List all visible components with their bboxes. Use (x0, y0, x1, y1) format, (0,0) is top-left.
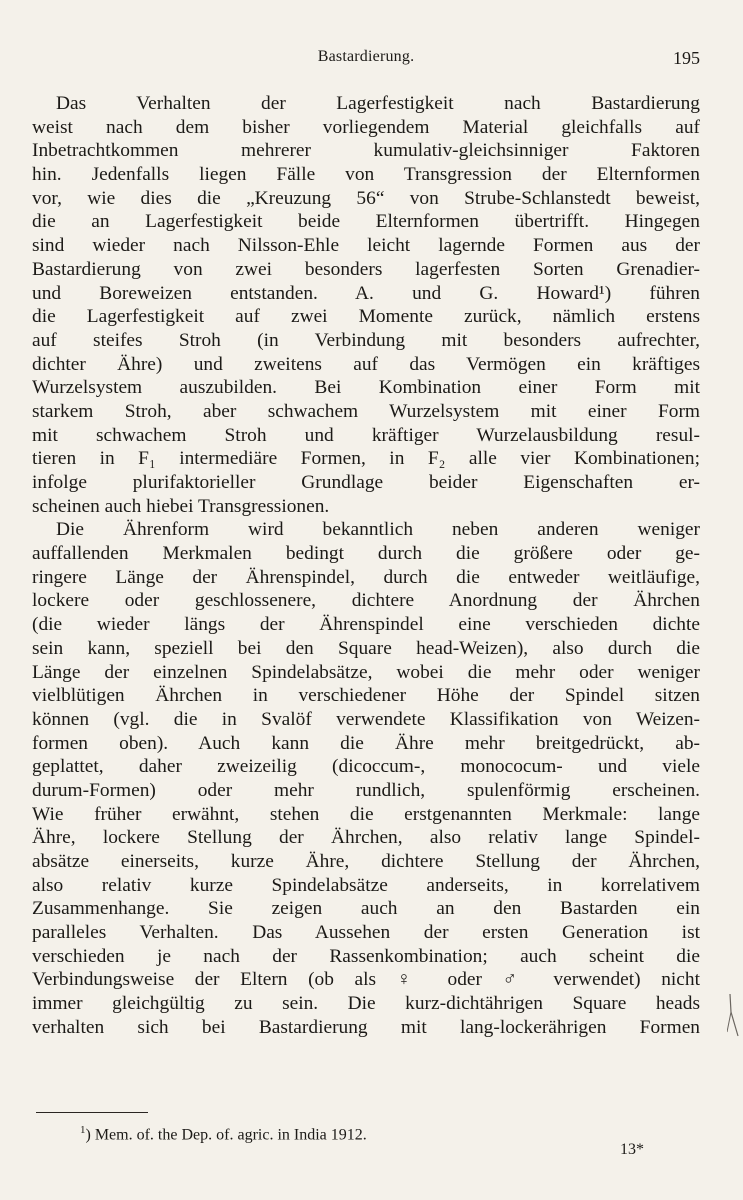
text-line: mit schwachem Stroh und kräftiger Wurzelausbildung resul- (32, 424, 700, 446)
text-line: vielblütigen Ährchen in verschiedener Höhe der Spindel sitzen (32, 685, 700, 707)
text-line: (die wieder längs der Ährenspindel eine verschieden dichte (32, 614, 700, 636)
text-line: hin. Jedenfalls liegen Fälle von Transgression der Elternformen (32, 164, 700, 186)
text-line: die an Lagerfestigkeit beide Elternformen übertrifft. Hingegen (32, 211, 700, 233)
text-line: Zusammenhange. Sie zeigen auch an den Bastarden ein (32, 898, 700, 920)
text-line: Die Ährenform wird bekanntlich neben anderen weniger (56, 519, 700, 541)
text-line: weist nach dem bisher vorliegendem Material gleichfalls auf (32, 116, 700, 138)
footnote-divider (36, 1112, 148, 1113)
text-line: auffallenden Merkmalen bedingt durch die größere oder ge- (32, 543, 700, 565)
text-line: infolge plurifaktorieller Grundlage beider Eigenschaften er- (32, 472, 700, 493)
printer-signature-mark: 13* (620, 1141, 644, 1158)
text-line: sein kann, speziell bei den Square head-Weizen), also durch die (32, 637, 700, 659)
text-line: scheinen auch hiebei Transgressionen. (32, 495, 330, 517)
text-line: die Lagerfestigkeit auf zwei Momente zurück, nämlich erstens (32, 306, 700, 328)
footnote (80, 1124, 367, 1144)
text-line: absätze einerseits, kurze Ähre, dichtere Stellung der Ährchen, (32, 851, 700, 872)
text-line: Inbetrachtkommen mehrerer kumulativ-gleichsinniger Faktoren (32, 140, 700, 162)
text-line: ringere Länge der Ährenspindel, durch die entweder weitläufige, (32, 566, 700, 588)
running-head (32, 48, 700, 72)
text-line: immer gleichgültig zu sein. Die kurz-dichtährigen Square heads (32, 993, 700, 1015)
text-line: sind wieder nach Nilsson-Ehle leicht lagernde Formen aus der (32, 235, 700, 257)
text-line: Verbindungsweise der Eltern (ob als ♀ oder ♂ verwendet) nicht (32, 969, 700, 991)
text-line: Ähre, lockere Stellung der Ährchen, also relativ lange Spindel- (32, 827, 700, 849)
text-line: also relativ kurze Spindelabsätze anderseits, in korrelativem (32, 874, 700, 896)
page-number: 195 (673, 48, 700, 68)
text-line: geplattet, daher zweizeilig (dicoccum-, monococum- und viele (32, 756, 700, 778)
text-line: Länge der einzelnen Spindelabsätze, wobei die mehr oder weniger (32, 661, 700, 683)
text-line: Das Verhalten der Lagerfestigkeit nach Bastardierung (56, 93, 700, 114)
text-line: und Boreweizen entstanden. A. und G. Howard¹) führen (32, 282, 700, 304)
text-line: formen oben). Auch kann die Ähre mehr breitgedrückt, ab- (32, 732, 700, 754)
text-line: können (vgl. die in Svalöf verwendete Klassifikation von Weizen- (32, 708, 700, 730)
body-text (32, 92, 700, 1040)
text-line: Bastardierung von zwei besonders lagerfesten Sorten Grenadier- (32, 258, 700, 280)
footnote-text: ) Mem. of. the Dep. of. agric. in India 1912. (85, 1126, 367, 1144)
text-line: verschieden je nach der Rassenkombination; auch scheint die (32, 945, 700, 967)
footnote-marker: 1 (80, 1124, 86, 1136)
text-line: Wie früher erwähnt, stehen die erstgenannten Merkmale: lange (32, 803, 700, 825)
text-line: auf steifes Stroh (in Verbindung mit besonders aufrechter, (32, 329, 700, 351)
text-line: verhalten sich bei Bastardierung mit lang-lockerährigen Formen (32, 1016, 700, 1038)
text-line: durum-Formen) oder mehr rundlich, spulenförmig erscheinen. (32, 779, 700, 801)
text-line: lockere oder geschlossenere, dichtere Anordnung der Ährchen (32, 590, 700, 612)
text-line: vor, wie dies die „Kreuzung 56“ von Strube-Schlanstedt beweist, (32, 187, 700, 209)
text-line: dichter Ähre) und zweitens auf das Vermögen ein kräftiges (32, 353, 700, 375)
text-line: paralleles Verhalten. Das Aussehen der ersten Generation ist (32, 922, 700, 944)
running-title: Bastardierung. (317, 48, 415, 65)
text-line: Wurzelsystem auszubilden. Bei Kombination einer Form mit (32, 377, 700, 399)
text-line: tieren in F₁ intermediäre Formen, in F₂ alle vier Kombinationen; (32, 448, 700, 470)
text-line: starkem Stroh, aber schwachem Wurzelsystem mit einer Form (32, 400, 700, 422)
margin-pencil-mark (727, 992, 741, 1038)
